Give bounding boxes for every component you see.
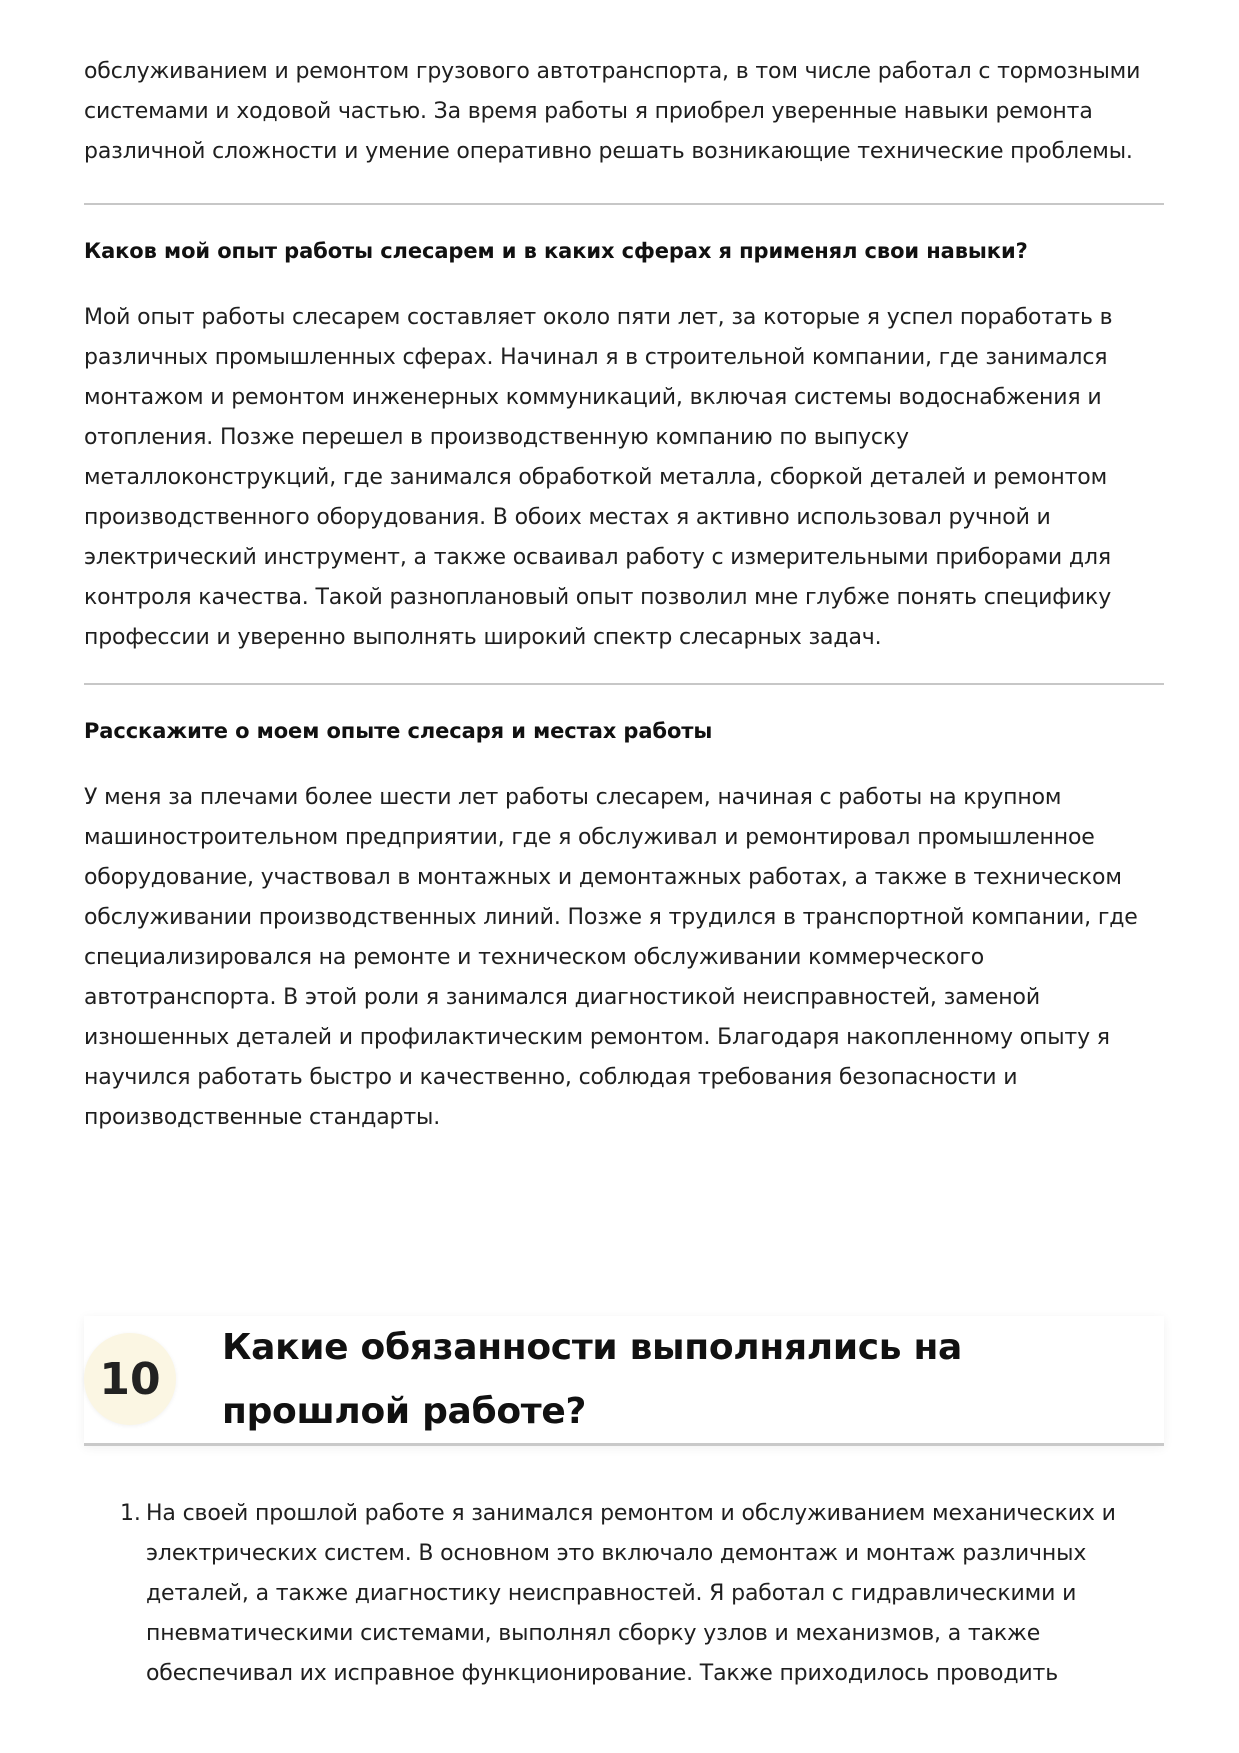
answer-paragraph-block [84, 298, 1164, 658]
answer-paragraph: Мой опыт работы слесарем составляет около пяти лет, за которые я успел поработать в различных промышленных сферах. Начинал я в строительной компании, где занимался монтажом и ремонтом инженерных коммуникаций, включая системы водоснабжения и отопления. Позже перешел в производственную компанию по выпуску металлоконструкций, где занимался обработкой металла, сборкой деталей и ремонтом производственного оборудования. В обоих местах я активно использовал ручной и электрический инструмент, а также осваивал работу с измерительными приборами для контроля качества. Такой разноплановый опыт позволил мне глубже понять специфику профессии и уверенно выполнять широкий спектр слесарных задач. [84, 305, 1113, 650]
section-header [84, 1316, 1164, 1446]
question-heading: Расскажите о моем опыте слесаря и местах работы [84, 719, 713, 743]
question-heading: Каков мой опыт работы слесарем и в каких сферах я применял свои навыки? [84, 239, 1028, 263]
list-item [84, 1494, 1164, 1694]
answer-paragraph-block [84, 778, 1164, 1138]
section-title: Какие обязанности выполнялись на прошлой работе? [222, 1327, 963, 1432]
section-number-badge: 10 [84, 1333, 176, 1425]
answer-list [84, 1494, 1164, 1694]
answer-paragraph: У меня за плечами более шести лет работы слесарем, начиная с работы на крупном машиностроительном предприятии, где я обслуживал и ремонтировал промышленное оборудование, участвовал в монтажных и демонтажных работах, а также в техническом обслуживании производственных линий. Позже я трудился в транспортной компании, где специализировался на ремонте и техническом обслуживании коммерческого автотранспорта. В этой роли я занимался диагностикой неисправностей, заменой изношенных деталей и профилактическим ремонтом. Благодаря накопленному опыту я научился работать быстро и качественно, соблюдая требования безопасности и производственные стандарты. [84, 785, 1138, 1130]
divider [84, 683, 1164, 685]
divider [84, 203, 1164, 205]
list-item-number: 1. [120, 1501, 141, 1526]
section-header-rule [84, 1443, 1164, 1446]
intro-paragraph: обслуживанием и ремонтом грузового автотранспорта, в том числе работал с тормозными системами и ходовой частью. За время работы я приобрел уверенные навыки ремонта различной сложности и умение оперативно решать возникающие технические проблемы. [84, 59, 1141, 164]
list-item-text: На своей прошлой работе я занимался ремонтом и обслуживанием механических и электрических систем. В основном это включало демонтаж и монтаж различных деталей, а также диагностику неисправностей. Я работал с гидравлическими и пневматическими системами, выполнял сборку узлов и механизмов, а также обеспечивал их исправное функционирование. Также приходилось проводить [146, 1501, 1116, 1686]
intro-paragraph-block [84, 52, 1164, 172]
